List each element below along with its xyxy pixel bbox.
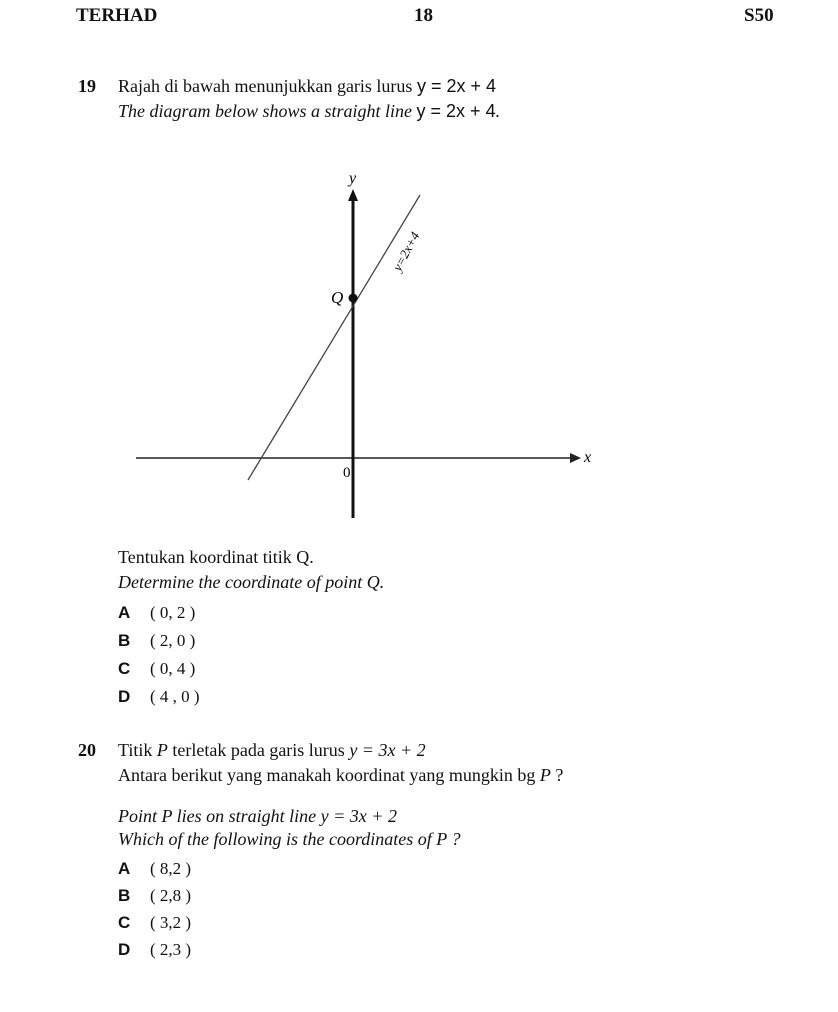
q20-l2-suffix: ?	[550, 765, 564, 785]
q20-l3-equation: y = 3x + 2	[320, 806, 397, 826]
question-20-number: 20	[78, 740, 96, 760]
q19-prompt-en: Determine the coordinate of point Q.	[118, 572, 385, 592]
question-19-number: 19	[78, 76, 96, 96]
option-letter: D	[118, 687, 131, 706]
option-text: ( 3,2 )	[150, 913, 192, 932]
origin-label: 0	[343, 465, 351, 481]
question-20-line-1	[118, 740, 426, 761]
y-axis-label: y	[349, 170, 357, 187]
q19-option-a[interactable]	[118, 603, 195, 623]
option-text: ( 0, 4 )	[150, 659, 196, 678]
option-text: ( 8,2 )	[150, 859, 192, 878]
option-text: ( 4 , 0 )	[150, 687, 200, 706]
header-right: S50	[744, 5, 774, 26]
q20-option-a[interactable]	[118, 859, 191, 879]
y-axis-arrow-icon	[348, 189, 358, 201]
x-axis-arrow-icon	[570, 453, 581, 463]
q20-option-b[interactable]	[118, 886, 191, 906]
q20-l2-prefix: Antara berikut yang manakah koordinat yang mungkin bg	[118, 765, 540, 785]
option-text: ( 2,3 )	[150, 940, 192, 959]
x-axis-label: x	[584, 449, 592, 466]
q20-l1-equation: y = 3x + 2	[349, 740, 426, 760]
q20-l2-point: P	[539, 765, 551, 785]
option-letter: B	[118, 631, 131, 650]
question-20-line-3	[118, 806, 397, 827]
q20-option-c[interactable]	[118, 913, 191, 933]
question-20-line-2	[118, 765, 563, 786]
q19-en-prefix: The diagram below shows a straight line	[118, 101, 417, 121]
q20-l1-point: P	[156, 740, 168, 760]
point-q-label: Q	[331, 288, 344, 307]
q20-l1-prefix: Titik	[118, 740, 157, 760]
q19-ms-prefix: Rajah di bawah menunjukkan garis lurus	[118, 76, 417, 96]
option-text: ( 0, 2 )	[150, 603, 196, 622]
option-letter: A	[118, 859, 131, 878]
graph-line	[248, 195, 423, 480]
page-number: 18	[414, 5, 433, 26]
q19-prompt-ms: Tentukan koordinat titik Q.	[118, 547, 314, 567]
option-letter: B	[118, 886, 131, 905]
q20-l1-mid: terletak pada garis lurus	[167, 740, 350, 760]
graph-line-label: y=2x+4	[389, 229, 423, 274]
q19-ms-equation: y = 2x + 4	[416, 76, 496, 96]
q19-en-suffix: .	[495, 101, 501, 121]
option-letter: D	[118, 940, 131, 959]
q19-option-c[interactable]	[118, 659, 195, 679]
option-letter: C	[118, 913, 131, 932]
header-left: TERHAD	[76, 5, 158, 26]
q20-option-d[interactable]	[118, 940, 191, 960]
question-20-line-4: Which of the following is the coordinates of P ?	[118, 829, 461, 849]
point-q	[349, 294, 358, 303]
q19-option-d[interactable]	[118, 687, 200, 707]
q19-en-equation: y = 2x + 4	[416, 101, 496, 121]
option-letter: A	[118, 603, 131, 622]
q19-option-b[interactable]	[118, 631, 195, 651]
option-text: ( 2,8 )	[150, 886, 192, 905]
option-letter: C	[118, 659, 131, 678]
option-text: ( 2, 0 )	[150, 631, 196, 650]
q20-l3-prefix: Point P lies on straight line	[118, 806, 321, 826]
